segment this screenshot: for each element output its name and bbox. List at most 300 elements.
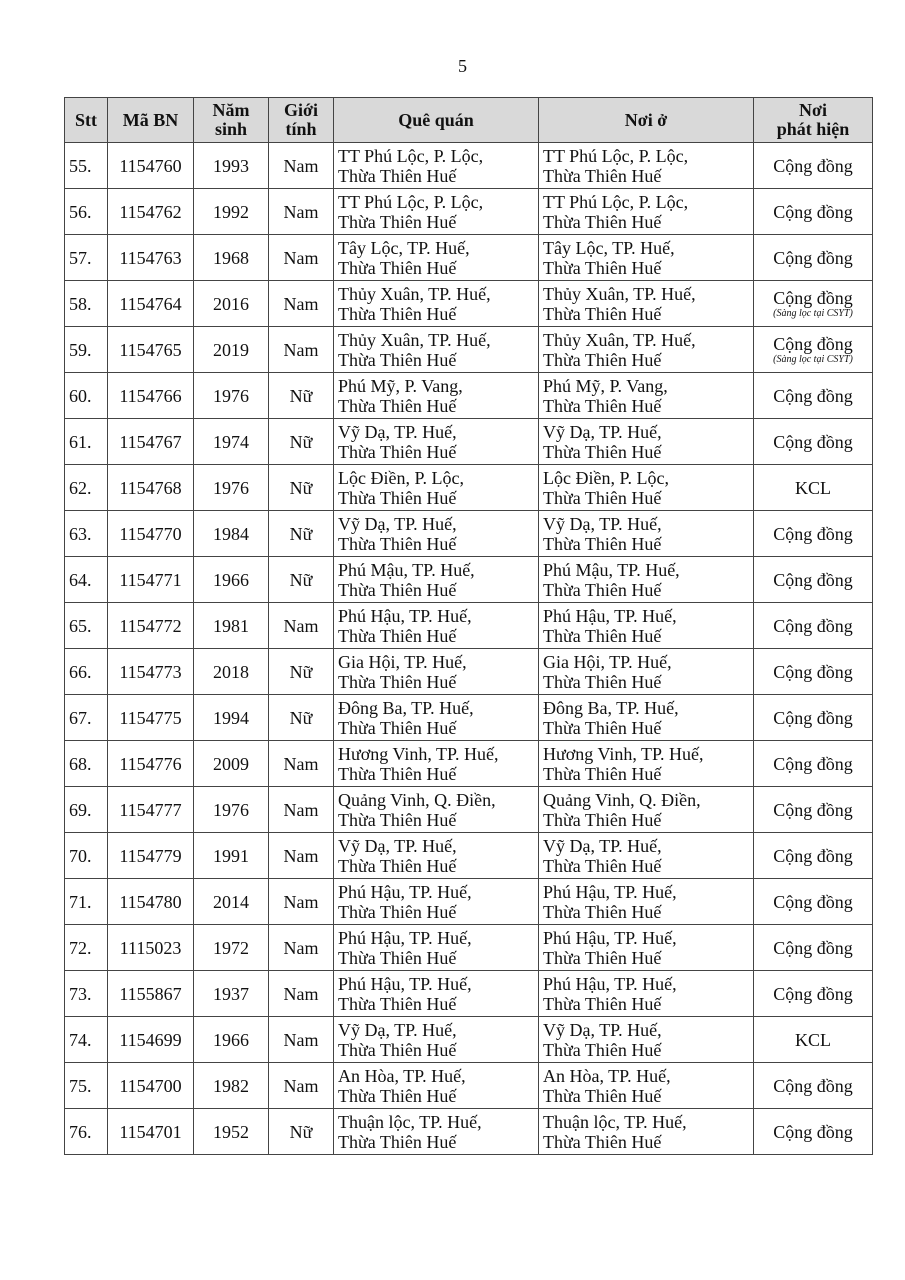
header-noi-phat-hien-line1: Nơi [799,100,827,120]
cell-nam-sinh: 1976 [194,787,269,833]
cell-gioi-tinh: Nữ [269,465,334,511]
que-quan-line1: An Hòa, TP. Huế, [338,1065,466,1086]
que-quan-line2: Thừa Thiên Huế [338,901,457,922]
cell-stt: 72. [65,925,108,971]
noi-o-line2: Thừa Thiên Huế [543,993,662,1014]
cell-noi-o [539,511,754,557]
cell-nam-sinh: 1984 [194,511,269,557]
cell-stt: 65. [65,603,108,649]
cell-que-quan [334,925,539,971]
cell-stt: 59. [65,327,108,373]
noi-o-line1: Phú Mậu, TP. Huế, [543,559,680,580]
cell-gioi-tinh: Nam [269,787,334,833]
noi-o-line1: Gia Hội, TP. Huế, [543,651,672,672]
header-stt: Stt [65,98,108,143]
cell-noi-o [539,695,754,741]
header-nam-sinh-line2: sinh [214,119,248,139]
cell-gioi-tinh: Nam [269,189,334,235]
header-gioi-tinh-line2: tính [285,119,317,139]
cell-noi-phat-hien [754,1063,873,1109]
noi-o-line2: Thừa Thiên Huế [543,257,662,278]
cell-nam-sinh: 1966 [194,1017,269,1063]
cell-nam-sinh: 1994 [194,695,269,741]
cell-noi-phat-hien [754,879,873,925]
cell-que-quan [334,557,539,603]
header-nam-sinh [194,98,269,143]
table-row [65,695,873,741]
cell-gioi-tinh: Nữ [269,419,334,465]
cell-noi-phat-hien [754,695,873,741]
cell-ma-bn: 1154701 [108,1109,194,1155]
noi-o-line1: Thủy Xuân, TP. Huế, [543,329,696,350]
cell-noi-phat-hien [754,833,873,879]
cell-noi-o [539,419,754,465]
noi-o-line2: Thừa Thiên Huế [543,717,662,738]
cell-noi-phat-hien [754,1017,873,1063]
found-location-label: KCL [795,1029,831,1050]
que-quan-line2: Thừa Thiên Huế [338,395,457,416]
cell-gioi-tinh: Nam [269,741,334,787]
table-row [65,1109,873,1155]
cell-noi-o [539,189,754,235]
cell-gioi-tinh: Nữ [269,1109,334,1155]
cell-noi-phat-hien [754,327,873,373]
cell-noi-o [539,1017,754,1063]
cell-noi-o [539,143,754,189]
cell-que-quan [334,327,539,373]
cell-gioi-tinh: Nam [269,1063,334,1109]
cell-ma-bn: 1154767 [108,419,194,465]
cell-stt: 67. [65,695,108,741]
cell-nam-sinh: 1976 [194,373,269,419]
patient-table [64,97,873,1155]
que-quan-line2: Thừa Thiên Huế [338,487,457,508]
que-quan-line2: Thừa Thiên Huế [338,441,457,462]
table-row [65,143,873,189]
cell-que-quan [334,143,539,189]
table-header-row [65,98,873,143]
cell-ma-bn: 1154773 [108,649,194,695]
noi-o-line1: Thuận lộc, TP. Huế, [543,1111,687,1132]
cell-gioi-tinh: Nữ [269,511,334,557]
noi-o-line1: Tây Lộc, TP. Huế, [543,237,675,258]
cell-nam-sinh: 2016 [194,281,269,327]
noi-o-line2: Thừa Thiên Huế [543,441,662,462]
que-quan-line1: Phú Hậu, TP. Huế, [338,881,472,902]
noi-o-line2: Thừa Thiên Huế [543,349,662,370]
header-que-quan: Quê quán [334,98,539,143]
table-row [65,327,873,373]
header-gioi-tinh [269,98,334,143]
found-location-label: Cộng đồng [773,753,853,774]
cell-stt: 57. [65,235,108,281]
cell-noi-phat-hien [754,235,873,281]
cell-que-quan [334,741,539,787]
table-row [65,925,873,971]
que-quan-line2: Thừa Thiên Huế [338,257,457,278]
noi-o-line1: Lộc Điền, P. Lộc, [543,467,669,488]
noi-o-line2: Thừa Thiên Huế [543,303,662,324]
cell-nam-sinh: 1982 [194,1063,269,1109]
cell-gioi-tinh: Nữ [269,373,334,419]
noi-o-line2: Thừa Thiên Huế [543,947,662,968]
found-location-label: Cộng đồng [773,1075,853,1096]
cell-ma-bn: 1154779 [108,833,194,879]
noi-o-line1: Vỹ Dạ, TP. Huế, [543,513,662,534]
cell-ma-bn: 1154764 [108,281,194,327]
cell-nam-sinh: 1972 [194,925,269,971]
cell-nam-sinh: 2009 [194,741,269,787]
cell-stt: 71. [65,879,108,925]
que-quan-line2: Thừa Thiên Huế [338,947,457,968]
cell-que-quan [334,281,539,327]
cell-ma-bn: 1154762 [108,189,194,235]
cell-noi-phat-hien [754,925,873,971]
cell-gioi-tinh: Nam [269,925,334,971]
found-location-label: Cộng đồng [773,799,853,820]
noi-o-line1: Phú Hậu, TP. Huế, [543,881,677,902]
que-quan-line2: Thừa Thiên Huế [338,855,457,876]
cell-nam-sinh: 2018 [194,649,269,695]
cell-stt: 63. [65,511,108,557]
que-quan-line1: Vỹ Dạ, TP. Huế, [338,513,457,534]
que-quan-line2: Thừa Thiên Huế [338,625,457,646]
cell-noi-phat-hien [754,511,873,557]
cell-noi-phat-hien [754,787,873,833]
cell-gioi-tinh: Nam [269,879,334,925]
cell-que-quan [334,511,539,557]
cell-ma-bn: 1154699 [108,1017,194,1063]
cell-nam-sinh: 1937 [194,971,269,1017]
cell-nam-sinh: 1974 [194,419,269,465]
header-ma-bn: Mã BN [108,98,194,143]
found-location-label: Cộng đồng [773,983,853,1004]
table-row [65,511,873,557]
table-row [65,1063,873,1109]
found-location-label: Cộng đồng [773,334,853,354]
found-location-label: Cộng đồng [773,661,853,682]
noi-o-line1: Quảng Vinh, Q. Điền, [543,789,701,810]
que-quan-line1: Phú Hậu, TP. Huế, [338,605,472,626]
cell-noi-phat-hien [754,971,873,1017]
que-quan-line1: Tây Lộc, TP. Huế, [338,237,470,258]
que-quan-line1: Vỹ Dạ, TP. Huế, [338,421,457,442]
table-body [65,143,873,1155]
cell-que-quan [334,1063,539,1109]
table-row [65,189,873,235]
header-noi-o: Nơi ở [539,98,754,143]
cell-nam-sinh: 1966 [194,557,269,603]
noi-o-line1: An Hòa, TP. Huế, [543,1065,671,1086]
found-location-label: Cộng đồng [773,569,853,590]
table-row [65,235,873,281]
cell-noi-o [539,879,754,925]
cell-gioi-tinh: Nam [269,833,334,879]
cell-gioi-tinh: Nam [269,235,334,281]
que-quan-line1: Phú Mậu, TP. Huế, [338,559,475,580]
cell-gioi-tinh: Nữ [269,695,334,741]
cell-gioi-tinh: Nam [269,1017,334,1063]
cell-noi-phat-hien [754,281,873,327]
found-location-label: Cộng đồng [773,891,853,912]
que-quan-line2: Thừa Thiên Huế [338,993,457,1014]
cell-noi-phat-hien [754,649,873,695]
found-location-label: Cộng đồng [773,155,853,176]
table-row [65,281,873,327]
que-quan-line1: Hương Vinh, TP. Huế, [338,743,499,764]
cell-noi-o [539,649,754,695]
noi-o-line2: Thừa Thiên Huế [543,1131,662,1152]
table-row [65,557,873,603]
cell-gioi-tinh: Nam [269,971,334,1017]
cell-stt: 66. [65,649,108,695]
cell-ma-bn: 1154776 [108,741,194,787]
cell-gioi-tinh: Nam [269,327,334,373]
cell-stt: 61. [65,419,108,465]
table-row [65,741,873,787]
que-quan-line2: Thừa Thiên Huế [338,1039,457,1060]
noi-o-line2: Thừa Thiên Huế [543,533,662,554]
cell-que-quan [334,235,539,281]
cell-stt: 76. [65,1109,108,1155]
found-location-label: Cộng đồng [773,247,853,268]
header-nam-sinh-line1: Năm [212,100,250,120]
found-location-label: Cộng đồng [773,937,853,958]
noi-o-line2: Thừa Thiên Huế [543,671,662,692]
noi-o-line1: Thủy Xuân, TP. Huế, [543,283,696,304]
cell-noi-o [539,787,754,833]
found-location-label: Cộng đồng [773,845,853,866]
cell-noi-o [539,281,754,327]
que-quan-line2: Thừa Thiên Huế [338,1131,457,1152]
table-row [65,1017,873,1063]
que-quan-line1: Thủy Xuân, TP. Huế, [338,283,491,304]
que-quan-line2: Thừa Thiên Huế [338,165,457,186]
cell-nam-sinh: 1991 [194,833,269,879]
que-quan-line2: Thừa Thiên Huế [338,717,457,738]
cell-que-quan [334,373,539,419]
noi-o-line1: Phú Mỹ, P. Vang, [543,375,668,396]
found-location-label: Cộng đồng [773,201,853,222]
cell-noi-o [539,603,754,649]
cell-ma-bn: 1155867 [108,971,194,1017]
que-quan-line2: Thừa Thiên Huế [338,671,457,692]
cell-ma-bn: 1154766 [108,373,194,419]
cell-nam-sinh: 1981 [194,603,269,649]
cell-stt: 58. [65,281,108,327]
cell-gioi-tinh: Nam [269,603,334,649]
cell-ma-bn: 1154777 [108,787,194,833]
que-quan-line2: Thừa Thiên Huế [338,533,457,554]
cell-ma-bn: 1154780 [108,879,194,925]
cell-noi-phat-hien [754,465,873,511]
noi-o-line1: Hương Vinh, TP. Huế, [543,743,704,764]
que-quan-line1: TT Phú Lộc, P. Lộc, [338,191,484,212]
que-quan-line1: Vỹ Dạ, TP. Huế, [338,835,457,856]
cell-noi-phat-hien [754,419,873,465]
table-row [65,787,873,833]
header-gioi-tinh-line1: Giới [284,100,318,120]
noi-o-line2: Thừa Thiên Huế [543,395,662,416]
cell-noi-o [539,1109,754,1155]
cell-noi-o [539,235,754,281]
cell-gioi-tinh: Nữ [269,557,334,603]
cell-stt: 75. [65,1063,108,1109]
cell-nam-sinh: 1992 [194,189,269,235]
noi-o-line2: Thừa Thiên Huế [543,763,662,784]
header-noi-phat-hien [754,98,873,143]
noi-o-line1: Vỹ Dạ, TP. Huế, [543,1019,662,1040]
cell-noi-phat-hien [754,143,873,189]
noi-o-line1: Đông Ba, TP. Huế, [543,697,679,718]
cell-ma-bn: 1154760 [108,143,194,189]
noi-o-line2: Thừa Thiên Huế [543,809,662,830]
cell-stt: 69. [65,787,108,833]
table-row [65,603,873,649]
noi-o-line1: Phú Hậu, TP. Huế, [543,605,677,626]
noi-o-line1: TT Phú Lộc, P. Lộc, [543,191,689,212]
table-row [65,833,873,879]
cell-nam-sinh: 1993 [194,143,269,189]
cell-noi-phat-hien [754,741,873,787]
cell-stt: 56. [65,189,108,235]
que-quan-line2: Thừa Thiên Huế [338,1085,457,1106]
cell-nam-sinh: 2019 [194,327,269,373]
cell-ma-bn: 1154772 [108,603,194,649]
found-location-label: Cộng đồng [773,707,853,728]
que-quan-line2: Thừa Thiên Huế [338,809,457,830]
table-row [65,649,873,695]
cell-que-quan [334,649,539,695]
cell-nam-sinh: 1976 [194,465,269,511]
header-noi-phat-hien-line2: phát hiện [776,119,850,139]
que-quan-line2: Thừa Thiên Huế [338,211,457,232]
found-location-label: Cộng đồng [773,615,853,636]
que-quan-line2: Thừa Thiên Huế [338,303,457,324]
cell-ma-bn: 1154700 [108,1063,194,1109]
que-quan-line1: Phú Mỹ, P. Vang, [338,375,463,396]
cell-ma-bn: 1154765 [108,327,194,373]
cell-noi-phat-hien [754,603,873,649]
cell-ma-bn: 1154770 [108,511,194,557]
cell-noi-phat-hien [754,373,873,419]
noi-o-line1: Vỹ Dạ, TP. Huế, [543,835,662,856]
found-location-label: Cộng đồng [773,1121,853,1142]
noi-o-line1: Phú Hậu, TP. Huế, [543,927,677,948]
cell-stt: 62. [65,465,108,511]
table-row [65,465,873,511]
cell-stt: 55. [65,143,108,189]
cell-gioi-tinh: Nam [269,143,334,189]
cell-que-quan [334,189,539,235]
noi-o-line2: Thừa Thiên Huế [543,901,662,922]
noi-o-line1: Vỹ Dạ, TP. Huế, [543,421,662,442]
cell-noi-phat-hien [754,1109,873,1155]
que-quan-line1: Phú Hậu, TP. Huế, [338,927,472,948]
noi-o-line2: Thừa Thiên Huế [543,855,662,876]
cell-noi-o [539,741,754,787]
cell-que-quan [334,603,539,649]
cell-ma-bn: 1154771 [108,557,194,603]
cell-noi-o [539,465,754,511]
cell-que-quan [334,465,539,511]
cell-stt: 70. [65,833,108,879]
table-row [65,879,873,925]
cell-que-quan [334,787,539,833]
cell-stt: 64. [65,557,108,603]
found-location-label: Cộng đồng [773,431,853,452]
que-quan-line1: Lộc Điền, P. Lộc, [338,467,464,488]
noi-o-line2: Thừa Thiên Huế [543,1039,662,1060]
cell-que-quan [334,1017,539,1063]
cell-noi-phat-hien [754,557,873,603]
cell-ma-bn: 1154768 [108,465,194,511]
page-number: 5 [458,56,467,76]
cell-noi-o [539,1063,754,1109]
cell-que-quan [334,419,539,465]
cell-stt: 68. [65,741,108,787]
noi-o-line1: TT Phú Lộc, P. Lộc, [543,145,689,166]
que-quan-line1: Gia Hội, TP. Huế, [338,651,467,672]
table-row [65,373,873,419]
cell-noi-o [539,925,754,971]
cell-noi-phat-hien [754,189,873,235]
cell-nam-sinh: 1952 [194,1109,269,1155]
que-quan-line1: Thuận lộc, TP. Huế, [338,1111,482,1132]
noi-o-line2: Thừa Thiên Huế [543,1085,662,1106]
noi-o-line2: Thừa Thiên Huế [543,165,662,186]
noi-o-line2: Thừa Thiên Huế [543,211,662,232]
cell-que-quan [334,1109,539,1155]
que-quan-line1: Phú Hậu, TP. Huế, [338,973,472,994]
cell-noi-o [539,833,754,879]
cell-ma-bn: 1115023 [108,925,194,971]
que-quan-line1: Thủy Xuân, TP. Huế, [338,329,491,350]
cell-nam-sinh: 2014 [194,879,269,925]
cell-stt: 74. [65,1017,108,1063]
cell-stt: 60. [65,373,108,419]
que-quan-line2: Thừa Thiên Huế [338,579,457,600]
cell-noi-o [539,557,754,603]
cell-que-quan [334,971,539,1017]
found-location-label: Cộng đồng [773,523,853,544]
cell-stt: 73. [65,971,108,1017]
que-quan-line1: Đông Ba, TP. Huế, [338,697,474,718]
que-quan-line1: TT Phú Lộc, P. Lộc, [338,145,484,166]
cell-que-quan [334,695,539,741]
que-quan-line1: Quảng Vinh, Q. Điền, [338,789,496,810]
cell-nam-sinh: 1968 [194,235,269,281]
noi-o-line2: Thừa Thiên Huế [543,487,662,508]
cell-noi-o [539,373,754,419]
noi-o-line1: Phú Hậu, TP. Huế, [543,973,677,994]
found-location-label: Cộng đồng [773,288,853,308]
cell-que-quan [334,879,539,925]
table-row [65,419,873,465]
cell-ma-bn: 1154775 [108,695,194,741]
found-location-label: Cộng đồng [773,385,853,406]
cell-ma-bn: 1154763 [108,235,194,281]
cell-que-quan [334,833,539,879]
cell-noi-o [539,971,754,1017]
screening-note: (Sàng lọc tại CSYT) [773,308,853,319]
que-quan-line1: Vỹ Dạ, TP. Huế, [338,1019,457,1040]
cell-noi-o [539,327,754,373]
screening-note: (Sàng lọc tại CSYT) [773,354,853,365]
noi-o-line2: Thừa Thiên Huế [543,625,662,646]
que-quan-line2: Thừa Thiên Huế [338,349,457,370]
cell-gioi-tinh: Nam [269,281,334,327]
